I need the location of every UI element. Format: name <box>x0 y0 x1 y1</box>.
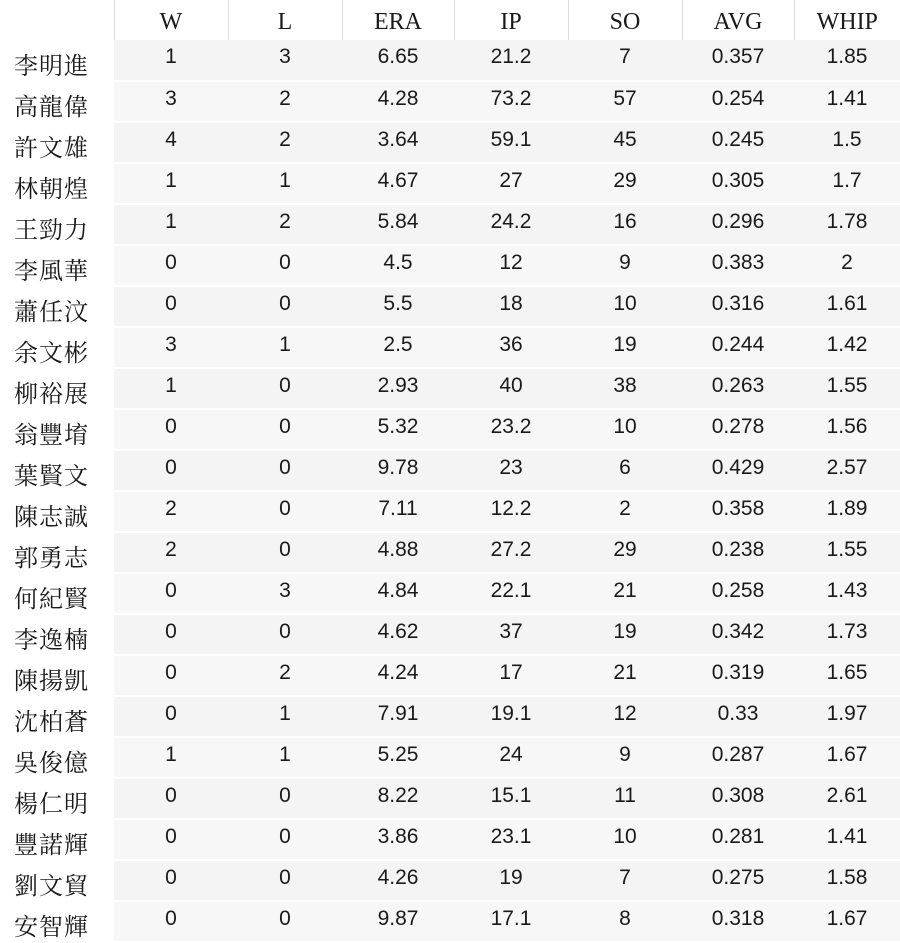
whip-cell: 1.5 <box>794 122 900 163</box>
ip-cell: 37 <box>454 614 568 655</box>
w-cell: 3 <box>114 81 228 122</box>
so-cell: 29 <box>568 163 682 204</box>
w-cell: 0 <box>114 245 228 286</box>
whip-cell: 1.78 <box>794 204 900 245</box>
ip-cell: 12.2 <box>454 491 568 532</box>
column-header-avg: AVG <box>682 0 794 40</box>
era-cell: 4.62 <box>342 614 454 655</box>
so-cell: 21 <box>568 573 682 614</box>
pitcher-name-cell: 翁豐堉 <box>0 409 114 450</box>
avg-cell: 0.342 <box>682 614 794 655</box>
era-cell: 5.5 <box>342 286 454 327</box>
column-header-ip: IP <box>454 0 568 40</box>
w-cell: 0 <box>114 819 228 860</box>
so-cell: 45 <box>568 122 682 163</box>
so-cell: 12 <box>568 696 682 737</box>
pitcher-name-cell: 郭勇志 <box>0 532 114 573</box>
whip-cell: 1.42 <box>794 327 900 368</box>
era-cell: 5.25 <box>342 737 454 778</box>
table-row <box>0 327 900 368</box>
pitcher-name-cell: 林朝煌 <box>0 163 114 204</box>
era-cell: 5.84 <box>342 204 454 245</box>
ip-cell: 18 <box>454 286 568 327</box>
era-cell: 7.11 <box>342 491 454 532</box>
avg-cell: 0.238 <box>682 532 794 573</box>
table-row <box>0 286 900 327</box>
whip-cell: 1.97 <box>794 696 900 737</box>
w-cell: 0 <box>114 901 228 942</box>
so-cell: 10 <box>568 286 682 327</box>
l-cell: 1 <box>228 327 342 368</box>
w-cell: 1 <box>114 163 228 204</box>
ip-cell: 19.1 <box>454 696 568 737</box>
w-cell: 0 <box>114 409 228 450</box>
pitcher-name-cell: 豐諾輝 <box>0 819 114 860</box>
table-row <box>0 655 900 696</box>
table-row <box>0 491 900 532</box>
era-cell: 3.64 <box>342 122 454 163</box>
whip-cell: 2.61 <box>794 778 900 819</box>
l-cell: 0 <box>228 901 342 942</box>
table-row <box>0 204 900 245</box>
pitcher-name-cell: 高龍偉 <box>0 81 114 122</box>
table-header <box>0 0 900 40</box>
ip-cell: 19 <box>454 860 568 901</box>
l-cell: 0 <box>228 532 342 573</box>
avg-cell: 0.245 <box>682 122 794 163</box>
era-cell: 8.22 <box>342 778 454 819</box>
avg-cell: 0.263 <box>682 368 794 409</box>
ip-cell: 24 <box>454 737 568 778</box>
table-row <box>0 81 900 122</box>
w-cell: 2 <box>114 491 228 532</box>
l-cell: 0 <box>228 614 342 655</box>
so-cell: 7 <box>568 40 682 81</box>
pitcher-name-cell: 余文彬 <box>0 327 114 368</box>
era-cell: 5.32 <box>342 409 454 450</box>
w-cell: 0 <box>114 614 228 655</box>
pitcher-name-cell: 吳俊億 <box>0 737 114 778</box>
era-cell: 4.28 <box>342 81 454 122</box>
avg-cell: 0.254 <box>682 81 794 122</box>
avg-cell: 0.383 <box>682 245 794 286</box>
era-cell: 4.88 <box>342 532 454 573</box>
so-cell: 7 <box>568 860 682 901</box>
avg-cell: 0.275 <box>682 860 794 901</box>
whip-cell: 1.85 <box>794 40 900 81</box>
l-cell: 0 <box>228 491 342 532</box>
whip-cell: 1.41 <box>794 81 900 122</box>
avg-cell: 0.357 <box>682 40 794 81</box>
so-cell: 6 <box>568 450 682 491</box>
table-body <box>0 40 900 942</box>
l-cell: 0 <box>228 245 342 286</box>
w-cell: 1 <box>114 40 228 81</box>
avg-cell: 0.358 <box>682 491 794 532</box>
so-cell: 9 <box>568 245 682 286</box>
whip-cell: 2 <box>794 245 900 286</box>
so-cell: 10 <box>568 819 682 860</box>
column-header-era: ERA <box>342 0 454 40</box>
ip-cell: 23 <box>454 450 568 491</box>
column-header-whip: WHIP <box>794 0 900 40</box>
ip-cell: 36 <box>454 327 568 368</box>
l-cell: 1 <box>228 737 342 778</box>
so-cell: 19 <box>568 327 682 368</box>
so-cell: 8 <box>568 901 682 942</box>
table-row <box>0 778 900 819</box>
l-cell: 2 <box>228 655 342 696</box>
w-cell: 0 <box>114 573 228 614</box>
ip-cell: 12 <box>454 245 568 286</box>
pitcher-name-cell: 許文雄 <box>0 122 114 163</box>
l-cell: 2 <box>228 204 342 245</box>
table-row <box>0 245 900 286</box>
table-row <box>0 450 900 491</box>
era-cell: 6.65 <box>342 40 454 81</box>
pitcher-name-cell: 陳志誠 <box>0 491 114 532</box>
avg-cell: 0.316 <box>682 286 794 327</box>
pitcher-name-cell: 沈柏蒼 <box>0 696 114 737</box>
column-header-so: SO <box>568 0 682 40</box>
w-cell: 3 <box>114 327 228 368</box>
table-row <box>0 614 900 655</box>
avg-cell: 0.296 <box>682 204 794 245</box>
avg-cell: 0.33 <box>682 696 794 737</box>
table-row <box>0 860 900 901</box>
whip-cell: 1.73 <box>794 614 900 655</box>
avg-cell: 0.287 <box>682 737 794 778</box>
so-cell: 29 <box>568 532 682 573</box>
era-cell: 3.86 <box>342 819 454 860</box>
ip-cell: 24.2 <box>454 204 568 245</box>
ip-cell: 22.1 <box>454 573 568 614</box>
avg-cell: 0.308 <box>682 778 794 819</box>
w-cell: 0 <box>114 655 228 696</box>
whip-cell: 1.56 <box>794 409 900 450</box>
so-cell: 57 <box>568 81 682 122</box>
pitcher-name-cell: 安智輝 <box>0 901 114 942</box>
era-cell: 9.87 <box>342 901 454 942</box>
column-header-l: L <box>228 0 342 40</box>
pitcher-name-cell: 蕭任汶 <box>0 286 114 327</box>
table-row <box>0 696 900 737</box>
w-cell: 1 <box>114 204 228 245</box>
l-cell: 1 <box>228 163 342 204</box>
pitcher-name-cell: 柳裕展 <box>0 368 114 409</box>
era-cell: 7.91 <box>342 696 454 737</box>
l-cell: 0 <box>228 368 342 409</box>
pitcher-name-cell: 王勁力 <box>0 204 114 245</box>
table-row <box>0 122 900 163</box>
so-cell: 9 <box>568 737 682 778</box>
avg-cell: 0.429 <box>682 450 794 491</box>
ip-cell: 59.1 <box>454 122 568 163</box>
era-cell: 4.84 <box>342 573 454 614</box>
so-cell: 10 <box>568 409 682 450</box>
ip-cell: 21.2 <box>454 40 568 81</box>
w-cell: 4 <box>114 122 228 163</box>
table-row <box>0 532 900 573</box>
whip-cell: 1.55 <box>794 532 900 573</box>
avg-cell: 0.244 <box>682 327 794 368</box>
l-cell: 1 <box>228 696 342 737</box>
ip-cell: 27 <box>454 163 568 204</box>
whip-cell: 1.65 <box>794 655 900 696</box>
l-cell: 0 <box>228 860 342 901</box>
ip-cell: 27.2 <box>454 532 568 573</box>
avg-cell: 0.258 <box>682 573 794 614</box>
era-cell: 4.26 <box>342 860 454 901</box>
avg-cell: 0.319 <box>682 655 794 696</box>
l-cell: 0 <box>228 286 342 327</box>
whip-cell: 1.58 <box>794 860 900 901</box>
pitcher-name-cell: 李明進 <box>0 40 114 81</box>
whip-cell: 1.67 <box>794 901 900 942</box>
era-cell: 4.5 <box>342 245 454 286</box>
era-cell: 2.5 <box>342 327 454 368</box>
era-cell: 9.78 <box>342 450 454 491</box>
pitcher-name-cell: 李逸楠 <box>0 614 114 655</box>
so-cell: 11 <box>568 778 682 819</box>
whip-cell: 1.89 <box>794 491 900 532</box>
table-row <box>0 368 900 409</box>
avg-cell: 0.281 <box>682 819 794 860</box>
w-cell: 0 <box>114 696 228 737</box>
table-row <box>0 573 900 614</box>
ip-cell: 15.1 <box>454 778 568 819</box>
table-row <box>0 163 900 204</box>
whip-cell: 1.7 <box>794 163 900 204</box>
l-cell: 0 <box>228 819 342 860</box>
so-cell: 2 <box>568 491 682 532</box>
corner-cell <box>0 0 114 40</box>
ip-cell: 40 <box>454 368 568 409</box>
header-row <box>0 0 900 40</box>
w-cell: 1 <box>114 737 228 778</box>
whip-cell: 1.61 <box>794 286 900 327</box>
table-row <box>0 40 900 81</box>
l-cell: 3 <box>228 40 342 81</box>
whip-cell: 2.57 <box>794 450 900 491</box>
so-cell: 16 <box>568 204 682 245</box>
ip-cell: 17.1 <box>454 901 568 942</box>
l-cell: 0 <box>228 409 342 450</box>
l-cell: 2 <box>228 122 342 163</box>
whip-cell: 1.43 <box>794 573 900 614</box>
ip-cell: 73.2 <box>454 81 568 122</box>
so-cell: 21 <box>568 655 682 696</box>
whip-cell: 1.41 <box>794 819 900 860</box>
so-cell: 19 <box>568 614 682 655</box>
avg-cell: 0.305 <box>682 163 794 204</box>
l-cell: 2 <box>228 81 342 122</box>
w-cell: 0 <box>114 450 228 491</box>
w-cell: 0 <box>114 778 228 819</box>
table-row <box>0 901 900 942</box>
pitcher-name-cell: 劉文貿 <box>0 860 114 901</box>
ip-cell: 23.2 <box>454 409 568 450</box>
whip-cell: 1.67 <box>794 737 900 778</box>
l-cell: 0 <box>228 450 342 491</box>
era-cell: 4.67 <box>342 163 454 204</box>
column-header-w: W <box>114 0 228 40</box>
avg-cell: 0.278 <box>682 409 794 450</box>
w-cell: 0 <box>114 860 228 901</box>
so-cell: 38 <box>568 368 682 409</box>
w-cell: 2 <box>114 532 228 573</box>
w-cell: 0 <box>114 286 228 327</box>
era-cell: 4.24 <box>342 655 454 696</box>
table-row <box>0 737 900 778</box>
table-row <box>0 409 900 450</box>
era-cell: 2.93 <box>342 368 454 409</box>
ip-cell: 23.1 <box>454 819 568 860</box>
pitcher-name-cell: 陳揚凱 <box>0 655 114 696</box>
avg-cell: 0.318 <box>682 901 794 942</box>
pitcher-name-cell: 何紀賢 <box>0 573 114 614</box>
pitcher-name-cell: 李風華 <box>0 245 114 286</box>
table-row <box>0 819 900 860</box>
l-cell: 3 <box>228 573 342 614</box>
w-cell: 1 <box>114 368 228 409</box>
pitcher-name-cell: 葉賢文 <box>0 450 114 491</box>
whip-cell: 1.55 <box>794 368 900 409</box>
l-cell: 0 <box>228 778 342 819</box>
ip-cell: 17 <box>454 655 568 696</box>
pitcher-name-cell: 楊仁明 <box>0 778 114 819</box>
